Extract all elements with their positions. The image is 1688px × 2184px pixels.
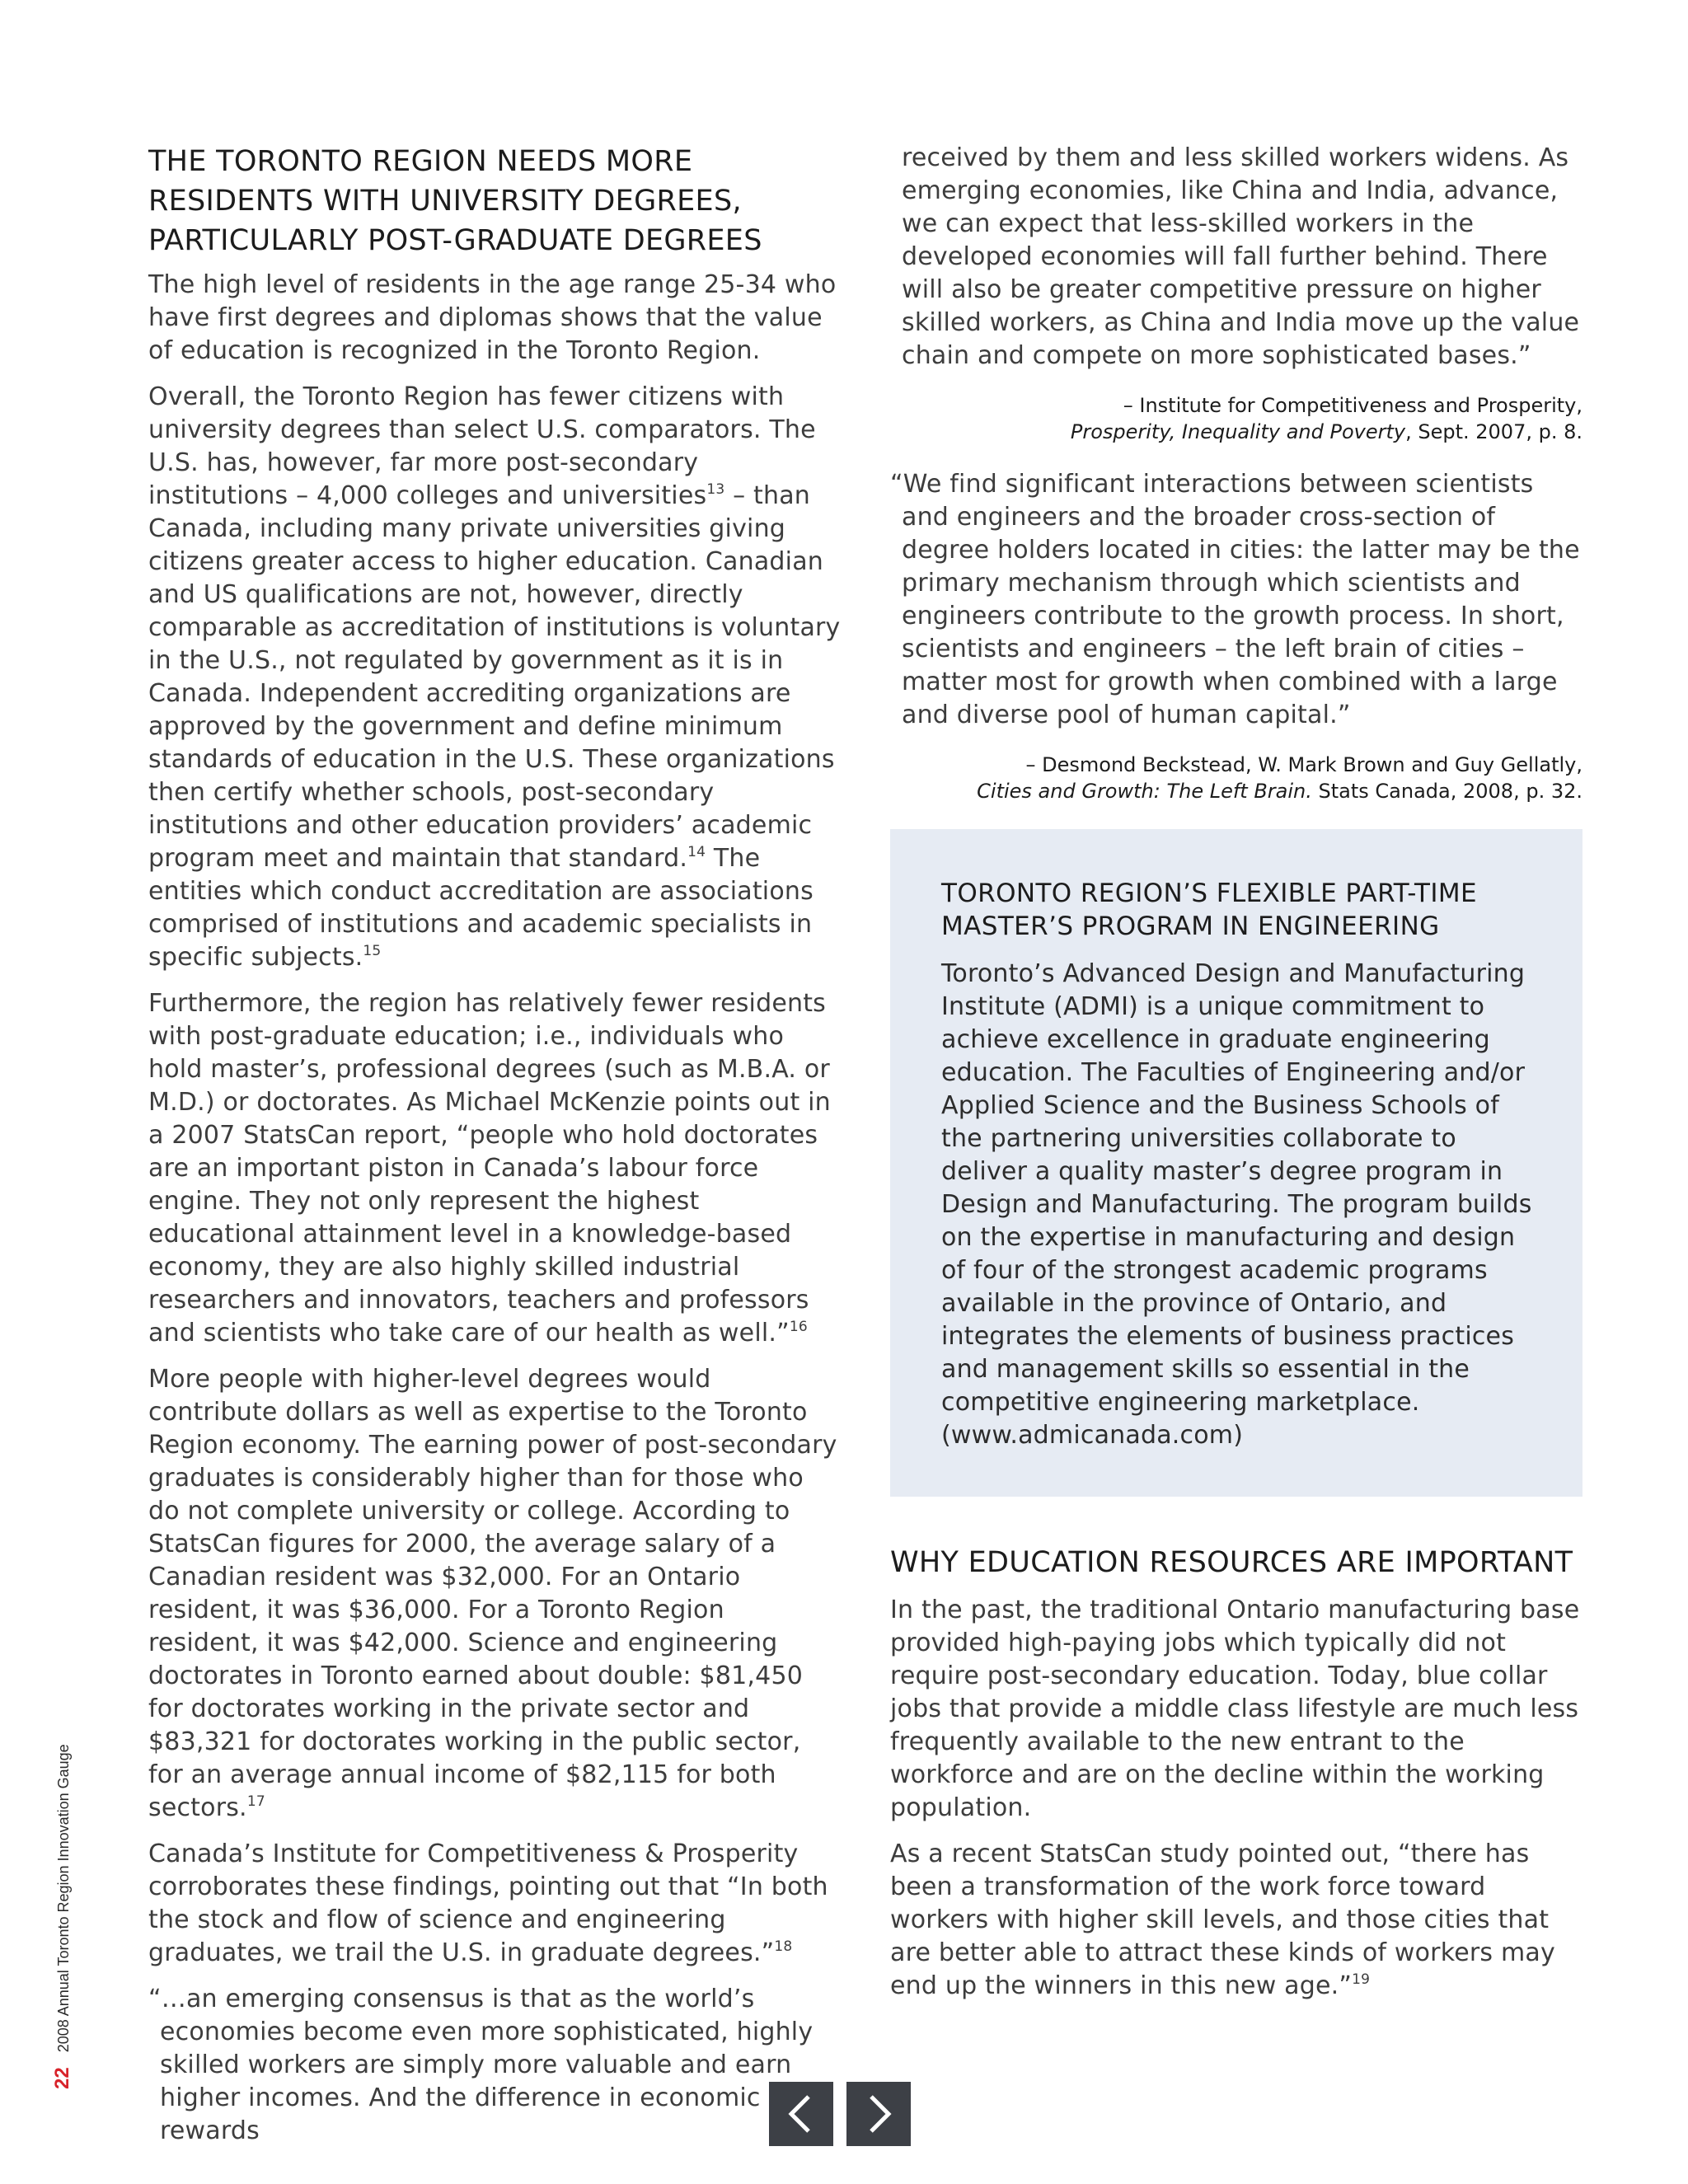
block-quote-continued: received by them and less skilled workers widens. As emerging economies, like China and India, advance, we can expect that less-skilled workers in the developed economies will fall further behind. There will also be greater competitive pressure on higher skilled workers, as China and India move up the value chain and compete on more sophisticated bases.” [902, 143, 1580, 370]
footnote-ref: 15 [363, 943, 382, 959]
paragraph: Overall, the Toronto Region has fewer citizens with university degrees than select U.S. comparators. The U.S. has, however, far more post-secondary institutions – 4,000 colleges and universities$^{13}$ – than Canada, including many private universities giving citizens greater access to higher education. Canadian and US qualifications are not, however, directly comparable as accreditation of institutions is voluntary in the U.S., not regulated by government as it is in Canada. Independent accrediting organizations are approved by the government and define minimum standards of education in the U.S. These organizations then certify whether schools, post-secondary institutions and other education providers’ academic program meet and maintain that standard.$^{14}$ The entities which conduct accreditation are associations comprised of institutions and academic specialists in specific subjects.$^{15}$ [148, 382, 841, 972]
footnote-ref: 13 [706, 481, 725, 498]
block-quote: “…an emerging consensus is that as the world’s economies become even more sophisticated, highly skilled workers are simply more valuable and earn higher incomes. And the difference in economic rewards [148, 1985, 814, 2145]
footnote-ref: 14 [687, 844, 706, 860]
section-why-education [890, 1543, 1582, 2003]
section-heading: WHY EDUCATION RESOURCES ARE IMPORTANT [890, 1546, 1573, 1579]
next-page-button[interactable] [846, 2082, 911, 2146]
paragraph: Furthermore, the region has relatively fewer residents with post-graduate education; i.e., individuals who hold master’s, professional degrees (such as M.B.A. or M.D.) or doctorates. As Michael McKenzie points out in a 2007 StatsCan report, “people who hold doctorates are an important piston in Canada’s labour force engine. They not only represent the highest educational attainment level in a knowledge-based economy, they are also highly skilled industrial researchers and innovators, teachers and professors and scientists who take care of our health as well.”$^{16}$ [148, 989, 831, 1347]
sidebar-box [890, 829, 1582, 1497]
paragraph: The high level of residents in the age range 25-34 who have first degrees and diplomas shows that the value of education is recognized in the Toronto Region. [148, 270, 837, 365]
right-column [890, 142, 1582, 2016]
publication-title: 2008 Annual Toronto Region Innovation Gauge [55, 1744, 72, 2053]
left-column [148, 142, 842, 2161]
sidebar-heading: TORONTO REGION’S FLEXIBLE PART-TIME MASTER’S PROGRAM IN ENGINEERING [941, 879, 1478, 941]
prev-page-button[interactable] [769, 2082, 833, 2146]
footnote-ref: 19 [1352, 1971, 1371, 1988]
footnote-ref: 17 [246, 1793, 265, 1810]
paragraph: Canada’s Institute for Competitiveness & Prosperity corroborates these findings, pointing out that “In both the stock and flow of science and engineering graduates, we trail the U.S. in graduate degrees.”$^{18}$ [148, 1840, 828, 1967]
quote-attribution: – Desmond Beckstead, W. Mark Brown and Guy Gellatly, Cities and Growth: The Left Brain. Stats Canada, 2008, p. 32. [977, 753, 1582, 803]
paragraph: In the past, the traditional Ontario manufacturing base provided high-paying jobs which typically did not require post-secondary education. Today, blue collar jobs that provide a middle class lifestyle are much less frequently available to the new entrant to the workforce and are on the decline within the working population. [890, 1596, 1580, 1822]
page-footer [51, 1744, 74, 2089]
paragraph: More people with higher-level degrees would contribute dollars as well as expertise to the Toronto Region economy. The earning power of post-secondary graduates is considerably higher than for those who do not complete university or college. According to StatsCan figures for 2000, the average salary of a Canadian resident was $32,000. For an Ontario resident, it was $36,000. For a Toronto Region resident, it was $42,000. Science and engineering doctorates in Toronto earned about double: $81,450 for doctorates working in the private sector and $83,321 for doctorates working in the public sector, for an average annual income of $82,115 for both sectors.$^{17}$ [148, 1365, 837, 1822]
quote-attribution: – Institute for Competitiveness and Prosperity, Prosperity, Inequality and Poverty, Sept. 2007, p. 8. [1070, 394, 1582, 443]
chevron-left-icon [769, 2082, 833, 2146]
page-number: 22 [51, 2067, 73, 2089]
footnote-ref: 18 [774, 1938, 793, 1955]
block-quote: “We find significant interactions between scientists and engineers and the broader cross-section of degree holders located in cities: the latter may be the primary mechanism through which scientists and engineers contribute to the growth process. In short, scientists and engineers – the left brain of cities – matter most for growth when combined with a large and diverse pool of human capital.” [890, 470, 1580, 729]
paragraph: As a recent StatsCan study pointed out, “there has been a transformation of the work force toward workers with higher skill levels, and those cities that are better able to attract these kinds of workers may end up the winners in this new age.”$^{19}$ [890, 1840, 1555, 2000]
sidebar-body: Toronto’s Advanced Design and Manufacturing Institute (ADMI) is a unique commitment to achieve excellence in graduate engineering education. The Faculties of Engineering and/or Applied Science and the Business Schools of the partnering universities collaborate to deliver a quality master’s degree program in Design and Manufacturing. The program builds on the expertise in manufacturing and design of four of the strongest academic programs available in the province of Ontario, and integrates the elements of business practices and management skills so essential in the competitive engineering marketplace. (www.admicanada.com) [941, 959, 1532, 1450]
section-heading: THE TORONTO REGION NEEDS MORE RESIDENTS WITH UNIVERSITY DEGREES, PARTICULARLY POST-GRADUATE DEGREES [148, 145, 762, 257]
chevron-right-icon [846, 2082, 911, 2146]
footnote-ref: 16 [789, 1319, 808, 1335]
